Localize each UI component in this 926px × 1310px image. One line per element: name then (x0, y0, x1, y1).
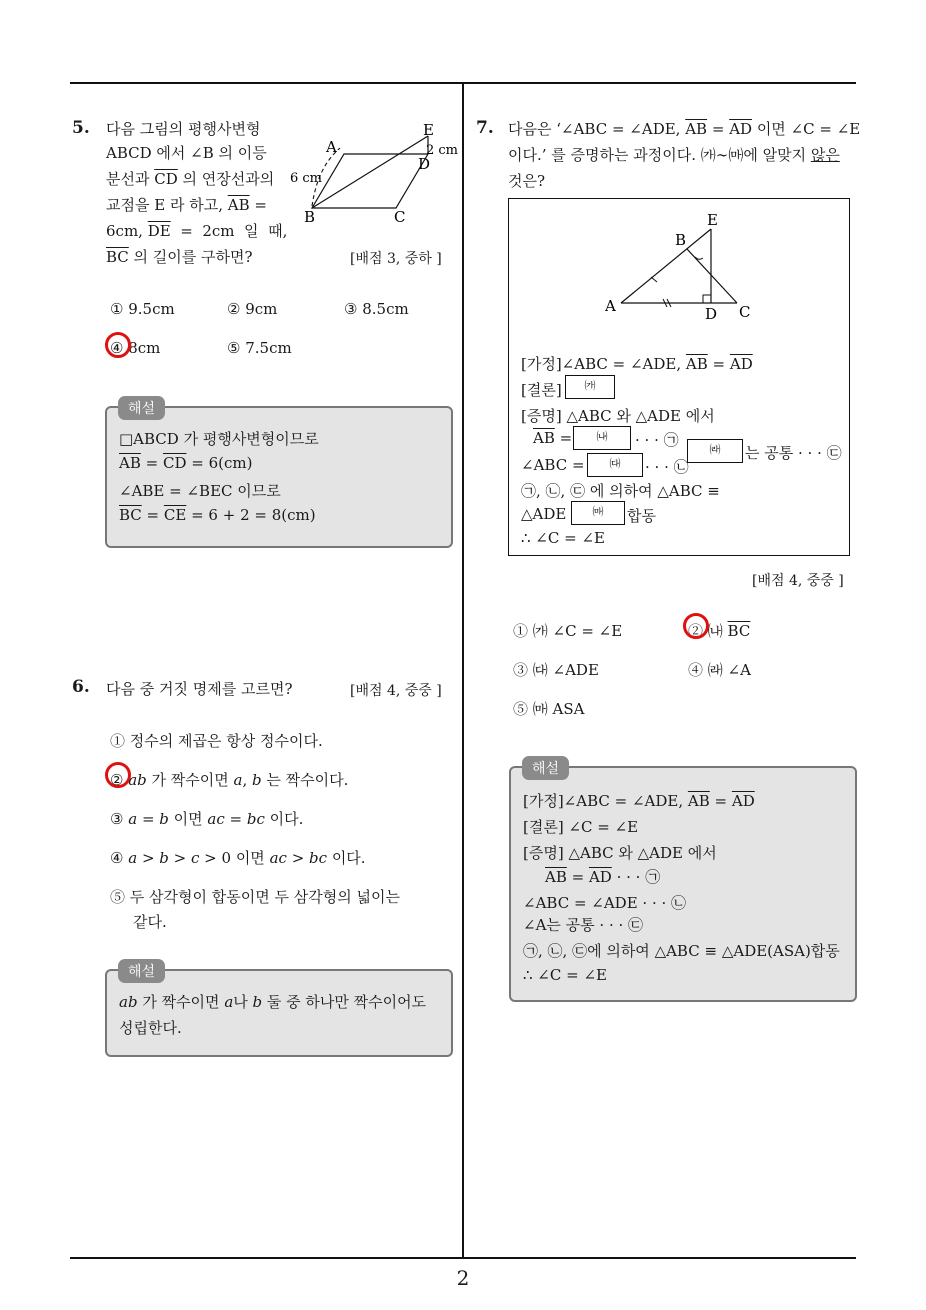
q6-choice-2: ② ab 가 짝수이면 a, b 는 짝수이다. (110, 771, 349, 789)
q5-score-tag: [배점 3, 중하 ] (350, 251, 442, 267)
q5-solution-line-1: □ABCD 가 평행사변형이므로 (119, 430, 319, 448)
q7-blank-ma: ㈒ (571, 501, 625, 525)
q7-solution-box (509, 766, 857, 1002)
q6-solution-line-2: 성립한다. (119, 1019, 182, 1037)
q5-parallelogram-figure (286, 118, 462, 228)
q5-choice-4: ④ 8cm (110, 339, 161, 357)
q7-answer-mark (683, 613, 709, 639)
q6-answer-mark (105, 762, 131, 788)
q7-label-b: B (675, 231, 687, 249)
q5-answer-mark (105, 332, 131, 358)
q7-blank-ra: ㈑ (687, 439, 743, 463)
q6-number: 6. (72, 677, 90, 697)
q7-proof-step-2-lhs: ∠ABC = (521, 456, 585, 474)
q7-solution-line-6: ∠A는 공통 · · · ㉢ (523, 916, 644, 934)
q5-label-a: A (326, 138, 337, 156)
q7-choice-4: ④ ㈑ ∠A (688, 661, 751, 679)
q6-choice-4: ④ a > b > c > 0 이면 ac > bc 이다. (110, 849, 366, 867)
q5-line-5: 6cm, $\overline{DE} = 2cm$ 일 때, (106, 222, 288, 240)
q7-label-a: A (605, 297, 616, 315)
q7-solution-line-8: ∴ ∠C = ∠E (523, 966, 607, 984)
q5-line-3: 분선과 $\overline{CD}$ 의 연장선과의 (106, 170, 275, 188)
q7-proof-step-5-lhs: △ADE (521, 505, 567, 523)
q5-length-de: 2 cm (426, 143, 459, 158)
q5-solution-line-4: $\overline{BC} = \overline{CE} = 6 + 2 = 8(cm)$ (119, 506, 316, 524)
q7-line-2: 이다.’ 를 증명하는 과정이다. ㈎∼㈒에 알맞지 않은 (508, 146, 840, 164)
q5-line-1: 다음 그림의 평행사변형 (106, 120, 261, 138)
q7-number: 7. (476, 118, 494, 138)
q6-choice-5: ⑤ 두 삼각형이 합동이면 두 삼각형의 넓이는 (110, 888, 400, 906)
q6-solution-line-1: ab 가 짝수이면 a나 b 둘 중 하나만 짝수이어도 (119, 993, 427, 1011)
q7-solution-line-5: ∠ABC = ∠ADE · · · ㉡ (523, 894, 687, 912)
q7-choice-1: ① ㈎ ∠C = ∠E (513, 622, 623, 640)
q7-proof-step-1-ref: · · · ㉠ (635, 431, 679, 449)
q5-parallelogram (312, 154, 431, 208)
q6-choice-5-cont: 같다. (133, 913, 167, 931)
q7-label-d: D (705, 305, 718, 323)
column-divider (462, 83, 464, 1258)
q7-blank-ga: ㈎ (565, 375, 615, 399)
q7-solution-line-7: ㉠, ㉡, ㉢에 의하여 △ABC ≡ △ADE(ASA)합동 (523, 942, 840, 960)
q7-score-tag: [배점 4, 중중 ] (752, 573, 844, 589)
q7-proof-step-4: ㉠, ㉡, ㉢ 에 의하여 △ABC ≡ (521, 482, 720, 500)
q5-label-d: D (418, 155, 431, 173)
q7-choice-2: ② ㈏ $\overline{BC}$ (688, 622, 751, 640)
q7-line-3: 것은? (508, 172, 546, 190)
q6-solution-tab: 해설 (118, 959, 165, 983)
q7-label-c: C (739, 303, 751, 321)
page-number: 2 (456, 1266, 470, 1290)
q5-label-b: B (304, 208, 316, 226)
q7-proof-final: ∴ ∠C = ∠E (521, 529, 605, 547)
q5-line-6: $\overline{BC}$ 의 길이를 구하면? (106, 248, 253, 266)
q7-label-e: E (707, 211, 718, 229)
q7-triangle-figure (599, 209, 769, 327)
q5-solution-line-3: ∠ABE = ∠BEC 이므로 (119, 482, 281, 500)
q5-solution-tab: 해설 (118, 396, 165, 420)
q7-blank-na: ㈏ (573, 426, 631, 450)
q5-choice-5: ⑤ 7.5cm (227, 339, 292, 357)
q7-angle-d-mark (703, 295, 711, 303)
q5-length-ab: 6 cm (290, 171, 323, 186)
q5-number: 5. (72, 118, 90, 138)
q5-line-2: ABCD 에서 ∠B 의 이등 (106, 144, 267, 162)
q6-score-tag: [배점 4, 중중 ] (350, 683, 442, 699)
q5-solution-box (105, 406, 453, 548)
q5-solution-line-2: $\overline{AB} = \overline{CD} = 6(cm)$ (119, 454, 253, 472)
q5-label-c: C (394, 208, 406, 226)
q6-choice-3: ③ a = b 이면 ac = bc 이다. (110, 810, 304, 828)
q7-line-ae (621, 229, 711, 303)
q7-solution-line-1: [가정]∠ABC = ∠ADE, $\overline{AB} = \overline{AD}$ (523, 792, 755, 810)
q5-choice-1: ① 9.5cm (110, 300, 175, 318)
q5-line-4: 교점을 E 라 하고, $\overline{AB}$ = (106, 196, 267, 214)
q5-label-e: E (423, 121, 434, 139)
q6-choice-1: ① 정수의 제곱은 항상 정수이다. (110, 732, 323, 750)
q7-blank-da: ㈐ (587, 453, 643, 477)
q7-choice-3: ③ ㈐ ∠ADE (513, 661, 599, 679)
q7-proof-step-3: 는 공통 · · · ㉢ (745, 444, 842, 462)
q7-proof-step-5-rhs: 합동 (627, 507, 656, 525)
q7-solution-tab: 해설 (522, 756, 569, 780)
q7-proof-conclusion-label: [결론] (521, 381, 562, 399)
q7-proof-step-1-lhs: $\overline{AB}$ = (533, 429, 573, 447)
q7-solution-line-3: [증명] △ABC 와 △ADE 에서 (523, 844, 717, 862)
bottom-rule (70, 1257, 856, 1259)
q7-tick-ab (651, 277, 657, 282)
q7-proof-hypothesis: [가정]∠ABC = ∠ADE, $\overline{AB} = \overline{AD}$ (521, 355, 753, 373)
q6-question: 다음 중 거짓 명제를 고르면? (106, 680, 293, 698)
q7-proof-start: [증명] △ABC 와 △ADE 에서 (521, 407, 715, 425)
q7-proof-step-2-ref: · · · ㉡ (645, 458, 689, 476)
q7-choice-5: ⑤ ㈒ ASA (513, 700, 585, 718)
q7-solution-line-2: [결론] ∠C = ∠E (523, 818, 639, 836)
q7-solution-line-4: $\overline{AB} = \overline{AD}$ · · · ㉠ (545, 868, 661, 886)
q5-choice-2: ② 9cm (227, 300, 278, 318)
q7-line-1: 다음은 ‘∠ABC = ∠ADE, $\overline{AB} = \overline{AD}$ 이면 ∠C = ∠E (508, 120, 861, 138)
q5-choice-3: ③ 8.5cm (344, 300, 409, 318)
q7-proof-box (508, 198, 850, 556)
q7-line-bc (687, 249, 737, 303)
